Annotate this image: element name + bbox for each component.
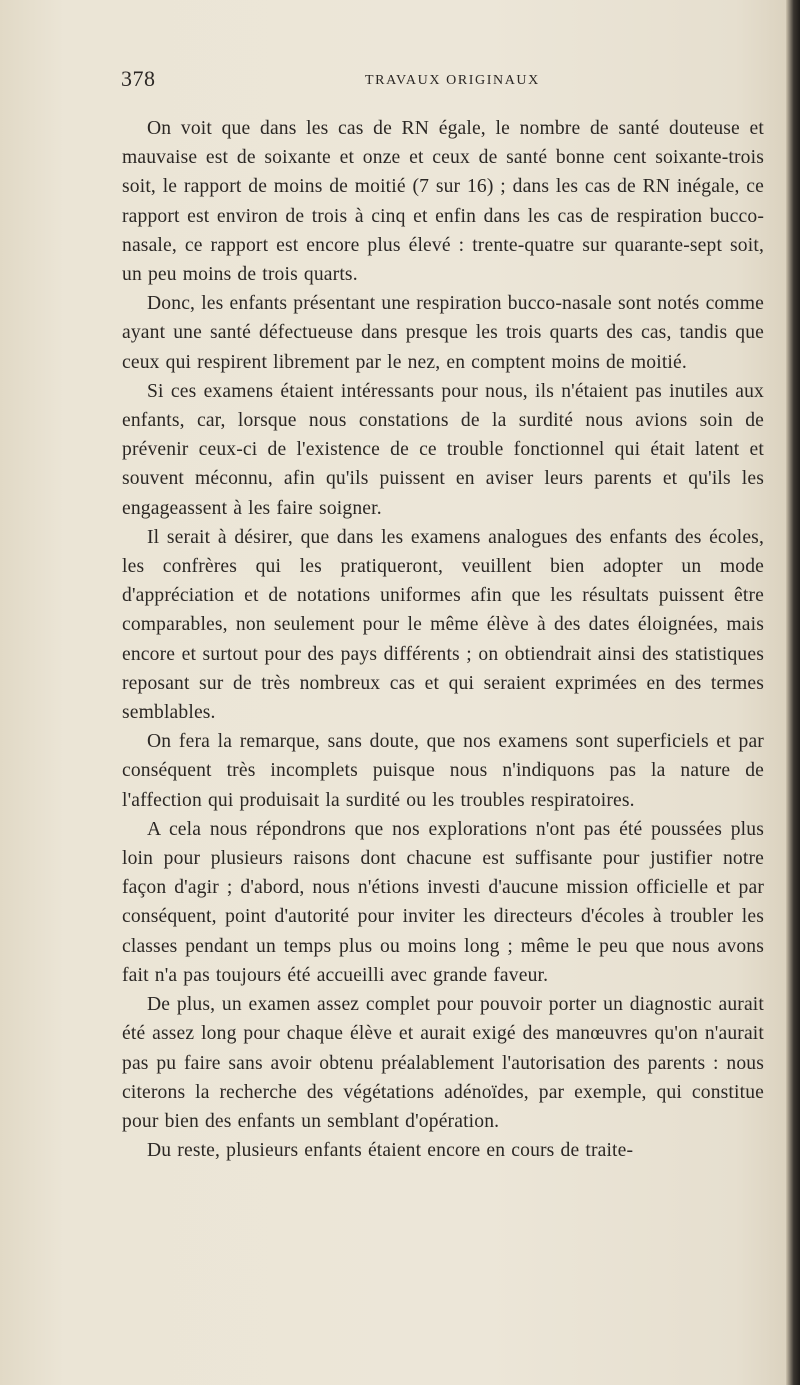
page-header xyxy=(121,66,766,96)
paragraph: Du reste, plusieurs enfants étaient encore en cours de traite- xyxy=(147,1140,634,1162)
paragraph: On fera la remarque, sans doute, que nos examens sont superficiels et par conséquent très incomplets puisque nous n'indiquons pas la nature de l'affection qui produisait la surdité ou les troubles respiratoires. xyxy=(122,731,764,811)
page-binding-edge xyxy=(786,0,800,1385)
running-title: TRAVAUX ORIGINAUX xyxy=(365,73,540,88)
paragraph: De plus, un examen assez complet pour pouvoir porter un diagnostic aurait été assez long pour chaque élève et aurait exigé des manœuvres qu'on n'aurait pas pu faire sans avoir obtenu préalablement l'autorisation des parents : nous citerons la recherche des végétations adénoïdes, par exemple, qui constitue pour bien des enfants un semblant d'opération. xyxy=(122,994,764,1132)
paragraph: Si ces examens étaient intéressants pour nous, ils n'étaient pas inutiles aux enfants, car, lorsque nous constations de la surdité nous avions soin de prévenir ceux-ci de l'existence de ce trouble fonctionnel qui était latent et souvent méconnu, afin qu'ils puissent en aviser leurs parents et qu'ils les engageassent à les faire soigner. xyxy=(122,380,764,519)
paragraph: Il serait à désirer, que dans les examens analogues des enfants des écoles, les confrères qui les pratiqueront, veuillent bien adopter un mode d'appréciation et de notations uniformes afin que les résultats puissent être comparables, non seulement pour le même élève à des dates éloignées, mais encore et surtout pour des pays différents ; on obtiendrait ainsi des statistiques reposant sur de très nombreux cas et qui seraient exprimées en des termes semblables. xyxy=(122,526,764,724)
paragraph: On voit que dans les cas de RN égale, le nombre de santé douteuse et mauvaise est de soixante et onze et ceux de santé bonne cent soixante-trois soit, le rapport de moins de moitié (7 sur 16) ; dans les cas de RN inégale, ce rapport est environ de trois à cinq et enfin dans les cas de respiration bucco-nasale, ce rapport est encore plus élevé : trente-quatre sur quarante-sept soit, un peu moins de trois quarts. xyxy=(122,118,764,286)
page-number: 378 xyxy=(121,66,156,91)
body-text xyxy=(122,114,764,1165)
paragraph: Donc, les enfants présentant une respiration bucco-nasale sont notés comme ayant une santé défectueuse dans presque les trois quarts des cas, tandis que ceux qui respirent librement par le nez, en comptent moins de moitié. xyxy=(122,293,764,373)
paragraph: A cela nous répondrons que nos explorations n'ont pas été poussées plus loin pour plusieurs raisons dont chacune est suffisante pour justifier notre façon d'agir ; d'abord, nous n'étions investi d'aucune mission officielle et par conséquent, point d'autorité pour inviter les directeurs d'écoles à troubler les classes pendant un temps plus ou moins long ; même le peu que nous avons fait n'a pas toujours été accueilli avec grande faveur. xyxy=(122,818,764,986)
